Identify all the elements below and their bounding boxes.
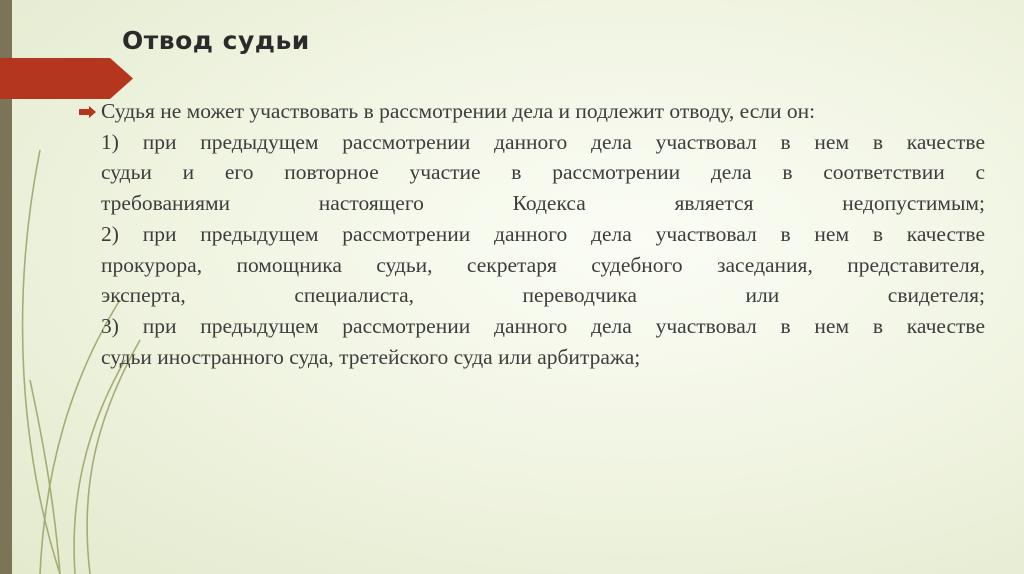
body-line: 1) при предыдущем рассмотрении данного дела участвовал в нем в качестве xyxy=(101,129,985,154)
title-accent-shape xyxy=(0,58,133,99)
body-line: судьи и его повторное участие в рассмотрении дела в соответствии с xyxy=(101,160,985,185)
body-line: судьи иностранного суда, третейского суда или арбитража; xyxy=(101,344,641,369)
body-line: Судья не может участвовать в рассмотрении дела и подлежит отводу, если он: xyxy=(101,99,816,123)
body-line: требованиями настоящего Кодекса является недопустимым; xyxy=(101,191,985,216)
body-line: 3) при предыдущем рассмотрении данного дела участвовал в нем в качестве xyxy=(101,313,985,338)
body-line: эксперта, специалиста, переводчика или свидетеля; xyxy=(101,283,985,308)
body-line: прокурора, помощника судьи, секретаря судебного заседания, представителя, xyxy=(101,252,985,277)
slide-title: Отвод судьи xyxy=(122,26,310,55)
slide-body xyxy=(101,96,985,372)
arrow-bullet-icon xyxy=(79,106,96,118)
body-line: 2) при предыдущем рассмотрении данного дела участвовал в нем в качестве xyxy=(101,221,985,246)
